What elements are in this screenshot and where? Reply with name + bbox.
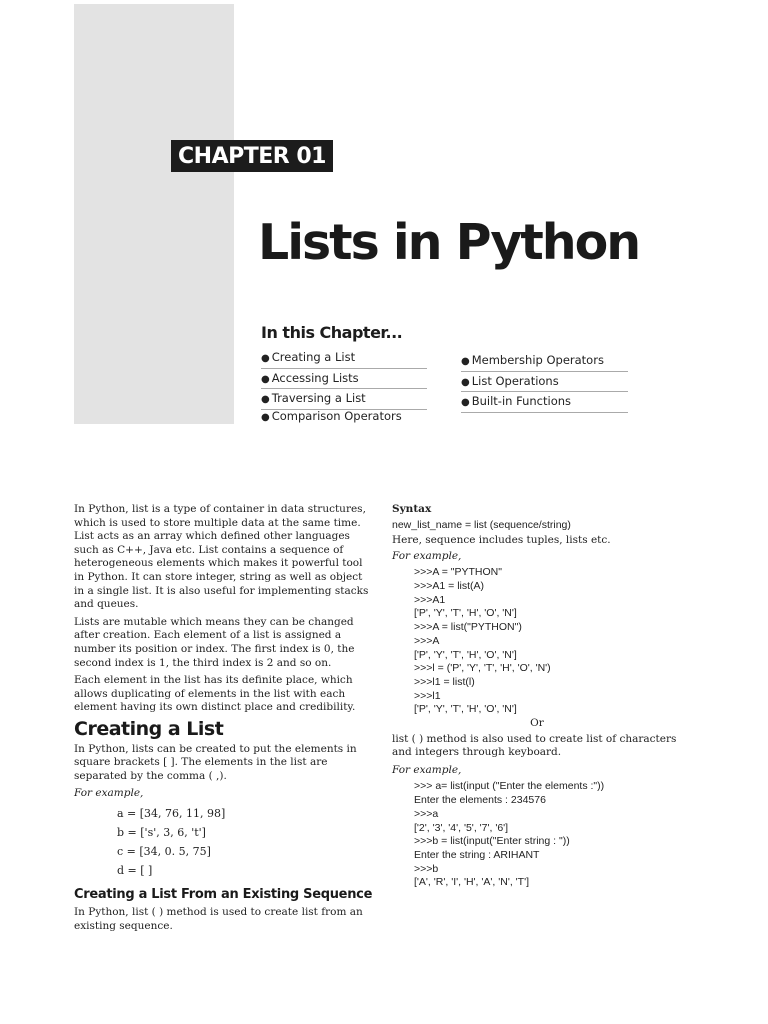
subsection-heading-existing-sequence: Creating a List From an Existing Sequence	[74, 886, 373, 902]
chapter-header-band	[74, 4, 234, 424]
toc-right-list	[461, 351, 628, 413]
toc-item: ● List Operations	[461, 372, 628, 393]
toc-item: ● Built-in Functions	[461, 392, 628, 413]
code-line: ['P', 'Y', 'T', 'H', 'O', 'N']	[414, 607, 517, 620]
code-line: >>>b	[414, 862, 439, 875]
toc-item: ● Accessing Lists	[261, 369, 427, 390]
code-line: >>>A1	[414, 593, 446, 606]
existing-paragraph: In Python, list ( ) method is used to create list from an existing sequence.	[74, 906, 363, 933]
toc-item: ● Creating a List	[261, 348, 427, 369]
code-line: Enter the string : ARIHANT	[414, 849, 540, 861]
code-line: >>>l = ('P', 'Y', 'T', 'H', 'O', 'N')	[414, 662, 551, 675]
for-example-label: For example,	[74, 787, 144, 800]
code-line: ['A', 'R', 'I', 'H', 'A', 'N', 'T']	[414, 876, 529, 889]
left-column	[74, 503, 373, 938]
code-line: >>> a= list(input ("Enter the elements :"))	[414, 780, 605, 793]
code-line: >>>l1	[414, 689, 441, 702]
or-separator: Or	[530, 717, 544, 730]
in-this-chapter-heading: In this Chapter...	[261, 323, 403, 342]
toc-item: ● Membership Operators	[461, 351, 628, 372]
code-line: ['2', '3', '4', '5', '7', '6']	[414, 821, 509, 834]
for-example-label-2: For example,	[392, 763, 462, 776]
code-line: >>>a	[414, 807, 439, 820]
syntax-note: Here, sequence includes tuples, lists etc.	[392, 534, 611, 547]
example-c: c = [34, 0. 5, 75]	[117, 844, 211, 858]
code-line: >>>l1 = list(l)	[414, 676, 475, 688]
example-b: b = ['s', 3, 6, 't']	[117, 825, 206, 839]
code-line: >>>A1 = list(A)	[414, 580, 485, 593]
code-line: >>>b = list(input("Enter string : "))	[414, 835, 570, 848]
placement-paragraph: Each element in the list has its definite place, which allows duplicating of elements in the list with each element having its own distinct place and credibility.	[74, 674, 356, 714]
syntax-label: Syntax	[392, 503, 432, 515]
toc-item: ● Traversing a List	[261, 389, 427, 410]
chapter-label: CHAPTER 01	[171, 140, 333, 172]
toc-left-list	[261, 348, 427, 424]
page-title: Lists in Python	[258, 214, 640, 271]
creating-paragraph: In Python, lists can be created to put the elements in square brackets [ ]. The elements in the list are separated by the comma ( ,).	[74, 742, 357, 782]
keyboard-paragraph: list ( ) method is also used to create list of characters and integers through keyboard.	[392, 732, 677, 759]
example-a: a = [34, 76, 11, 98]	[117, 806, 226, 820]
intro-paragraph: In Python, list is a type of container in data structures, which is used to store multiple data at the same time. List acts as an array which defined other languages such as C++, Java etc. List contains a sequence of heterogeneous elements which makes it powerful tool in Python. It can store integer, string as well as object in a single list. It is also useful for implementing stacks and queues.	[74, 503, 369, 611]
code-block-2	[392, 780, 682, 890]
for-example-label: For example,	[392, 549, 462, 562]
code-block-1	[392, 566, 682, 717]
syntax-line: new_list_name = list (sequence/string)	[392, 518, 571, 531]
code-line: >>>A	[414, 634, 440, 647]
code-line: >>>A = list("PYTHON")	[414, 621, 522, 634]
example-d: d = [ ]	[117, 863, 153, 877]
section-heading-creating-list: Creating a List	[74, 717, 224, 740]
mutable-paragraph: Lists are mutable which means they can be changed after creation. Each element of a list is assigned a number its position or index. The first index is 0, the second index is 1, the third index is 2 and so on.	[74, 615, 355, 669]
code-line: ['P', 'Y', 'T', 'H', 'O', 'N']	[414, 703, 517, 716]
code-line: Enter the elements : 234576	[414, 794, 546, 807]
right-column	[392, 503, 682, 890]
code-line: ['P', 'Y', 'T', 'H', 'O', 'N']	[414, 648, 517, 661]
toc-item: ● Comparison Operators	[261, 408, 402, 423]
code-line: >>>A = "PYTHON"	[414, 566, 502, 579]
